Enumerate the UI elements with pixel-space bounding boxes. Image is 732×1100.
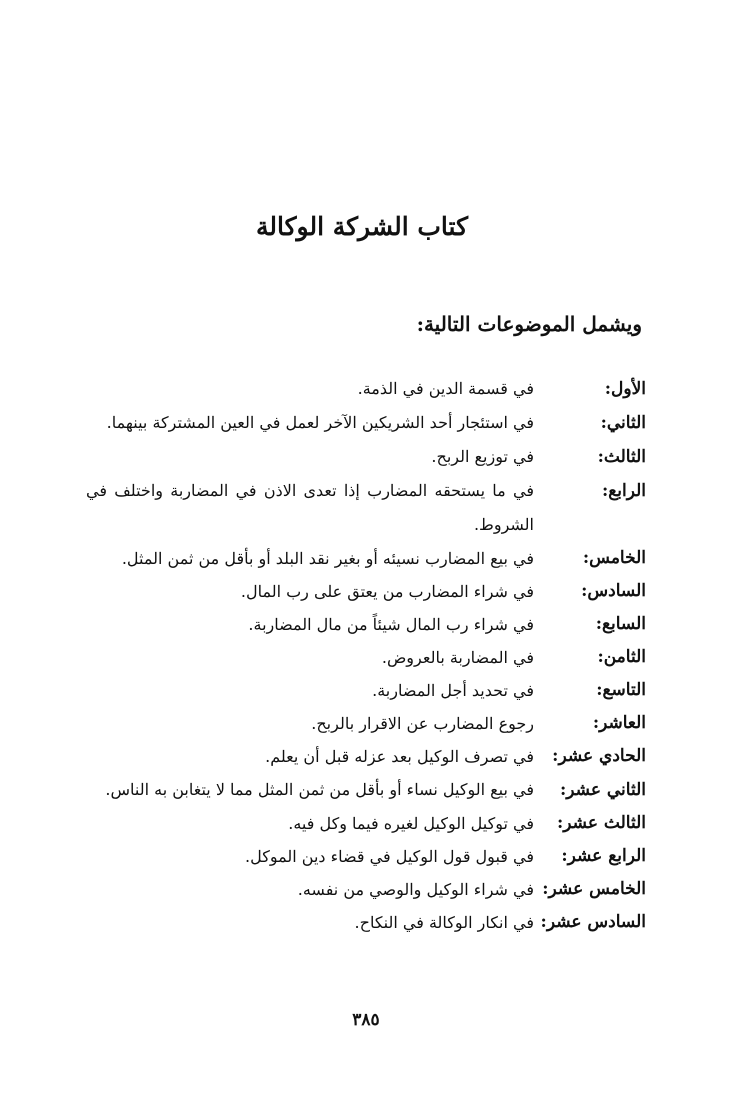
intro-heading: ويشمل الموضوعات التالية: [416,312,642,336]
list-item [86,807,646,840]
topic-text: في قبول قول الوكيل في قضاء دين الموكل. [245,847,534,866]
list-item [86,474,646,542]
topic-text: في انكار الوكالة في النكاح. [354,913,534,932]
topic-label: الأول: [604,379,646,399]
topic-text: في شراء المضارب من يعتق على رب المال. [240,582,534,601]
topic-label: السابع: [595,614,646,634]
list-item [86,740,646,773]
list-item [86,608,646,641]
list-item [86,674,646,707]
list-item [86,707,646,740]
topic-text: في بيع المضارب نسيئه أو بغير نقد البلد أو بأقل من ثمن المثل. [121,549,534,568]
topic-label: الخامس عشر: [542,879,646,899]
topic-label: الثالث: [597,447,646,467]
topic-label: الرابع عشر: [561,846,646,866]
list-item [86,840,646,873]
topic-label: السادس عشر: [540,912,646,932]
topic-label: الثامن: [597,647,646,667]
topic-text: في شراء الوكيل والوصي من نفسه. [297,880,534,899]
list-item [86,641,646,674]
topic-text: في قسمة الدين في الذمة. [357,379,534,398]
topic-label: السادس: [581,581,646,601]
topic-text: في بيع الوكيل نساء أو بأقل من ثمن المثل مما لا يتغابن به الناس. [105,780,534,799]
list-item [86,406,646,440]
topic-text: في ما يستحقه المضارب إذا تعدى الاذن في المضاربة واختلف في الشروط. [86,481,534,534]
topic-text: في المضاربة بالعروض. [381,648,534,667]
list-item [86,575,646,608]
chapter-title-text: كتاب الشركة الوكالة [256,212,468,241]
chapter-title [0,212,732,241]
list-item [86,542,646,575]
topic-text: رجوع المضارب عن الاقرار بالربح. [311,714,534,733]
topic-label: التاسع: [596,680,646,700]
topic-text: في توزيع الربح. [431,447,534,466]
topic-text: في توكيل الوكيل لغيره فيما وكل فيه. [288,814,534,833]
topic-label: الحادي عشر: [552,746,646,766]
topic-text: في شراء رب المال شيئاً من مال المضاربة. [248,615,534,634]
topics-list [86,372,646,939]
list-item [86,372,646,406]
list-item [86,440,646,474]
topic-label: الثاني عشر: [560,780,646,800]
topic-label: الثاني: [600,413,646,433]
list-item [86,906,646,939]
page-number: ٣٨٥ [352,1010,380,1030]
topic-label: الرابع: [601,481,646,501]
topic-text: في استئجار أحد الشريكين الآخر لعمل في العين المشتركة بينهما. [106,413,534,432]
list-item [86,773,646,807]
topic-label: الخامس: [582,548,646,568]
list-item [86,873,646,906]
topic-label: العاشر: [592,713,646,733]
topic-label: الثالث عشر: [557,813,646,833]
topic-text: في تحديد أجل المضاربة. [372,681,534,700]
topic-text: في تصرف الوكيل بعد عزله قبل أن يعلم. [265,747,534,766]
